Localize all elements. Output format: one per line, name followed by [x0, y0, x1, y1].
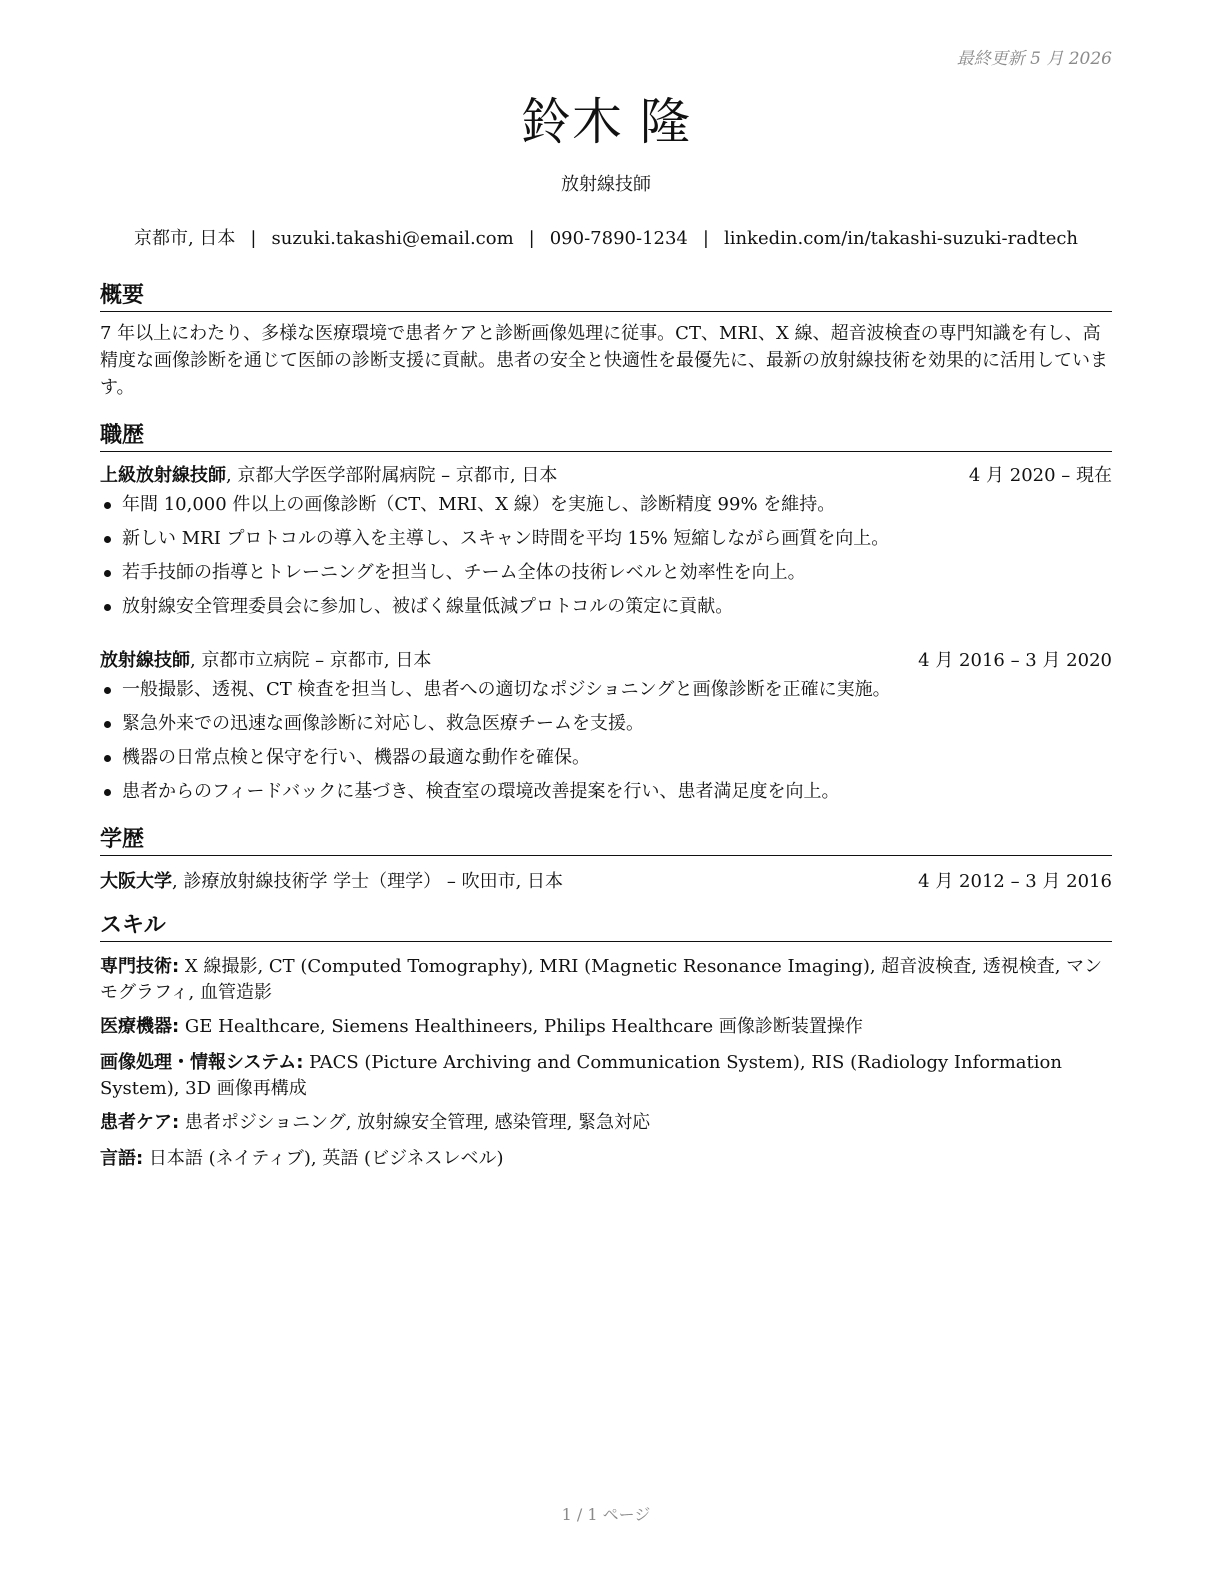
- school-name: 大阪大学: [100, 871, 172, 892]
- job-date: 4 月 2020 – 現在: [968, 465, 1112, 486]
- person-name: 鈴木 隆: [521, 93, 691, 151]
- education-date: 4 月 2012 – 3 月 2016: [918, 871, 1112, 892]
- education-entry: [100, 867, 1112, 893]
- list-item: 若手技師の指導とトレーニングを担当し、チーム全体の技術レベルと効率性を向上。: [100, 561, 1112, 595]
- list-item: 放射線安全管理委員会に参加し、被ばく線量低減プロトコルの策定に貢献。: [100, 595, 1112, 629]
- skill-row: [100, 1014, 1112, 1040]
- contact-separator: |: [702, 228, 709, 249]
- contact-line: [100, 224, 1112, 250]
- list-item: 年間 10,000 件以上の画像診断（CT、MRI、X 線）を実施し、診断精度 99% を維持。: [100, 493, 1112, 527]
- skill-values: PACS (Picture Archiving and Communication System), RIS (Radiology Information System), 3D 画像再構成: [100, 1052, 1062, 1099]
- skill-values: 日本語 (ネイティブ), 英語 (ビジネスレベル): [143, 1148, 504, 1169]
- contact-location: 京都市, 日本: [133, 228, 236, 249]
- contact-phone[interactable]: 090-7890-1234: [549, 228, 688, 249]
- contact-linkedin[interactable]: linkedin.com/in/takashi-suzuki-radtech: [723, 228, 1079, 249]
- job-role: 上級放射線技師: [100, 465, 226, 486]
- job-detail: , 京都大学医学部附属病院 – 京都市, 日本: [226, 465, 558, 486]
- education-heading: 学歴: [100, 822, 1112, 856]
- last-updated: 最終更新 5 月 2026: [956, 49, 1112, 69]
- skill-row: [100, 954, 1112, 1006]
- job-entry-2: [100, 646, 1112, 672]
- contact-email[interactable]: suzuki.takashi@email.com: [271, 228, 514, 249]
- job-entry-1: [100, 461, 1112, 487]
- skill-category: 画像処理・情報システム:: [100, 1052, 304, 1073]
- summary-heading: 概要: [100, 278, 1112, 312]
- skill-row: [100, 1110, 1112, 1136]
- skill-values: GE Healthcare, Siemens Healthineers, Philips Healthcare 画像診断装置操作: [179, 1016, 863, 1037]
- skill-category: 医療機器:: [100, 1016, 180, 1037]
- contact-separator: |: [250, 228, 257, 249]
- contact-separator: |: [528, 228, 535, 249]
- job-1-bullets: [100, 493, 1112, 629]
- resume-page: [100, 0, 1112, 1584]
- list-item: 患者からのフィードバックに基づき、検査室の環境改善提案を行い、患者満足度を向上。: [100, 780, 1112, 814]
- page-number: 1 / 1 ページ: [561, 1505, 651, 1524]
- experience-heading: 職歴: [100, 418, 1112, 452]
- skills-heading: スキル: [100, 908, 1112, 942]
- summary-text: 7 年以上にわたり、多様な医療環境で患者ケアと診断画像処理に従事。CT、MRI、X 線、超音波検査の専門知識を有し、高精度な画像診断を通じて医師の診断支援に貢献。患者の安全と快適性を最優先に、最新の放射線技術を効果的に活用しています。: [100, 323, 1108, 398]
- job-2-bullets: [100, 678, 1112, 814]
- job-title: 放射線技師: [561, 174, 651, 195]
- job-role: 放射線技師: [100, 650, 190, 671]
- list-item: 新しい MRI プロトコルの導入を主導し、スキャン時間を平均 15% 短縮しながら画質を向上。: [100, 527, 1112, 561]
- job-detail: , 京都市立病院 – 京都市, 日本: [190, 650, 432, 671]
- skill-row: [100, 1146, 1112, 1172]
- skill-category: 専門技術:: [100, 956, 180, 977]
- skill-category: 言語:: [100, 1148, 144, 1169]
- education-detail: , 診療放射線技術学 学士（理学） – 吹田市, 日本: [172, 871, 564, 892]
- list-item: 機器の日常点検と保守を行い、機器の最適な動作を確保。: [100, 746, 1112, 780]
- job-date: 4 月 2016 – 3 月 2020: [918, 650, 1112, 671]
- skill-values: X 線撮影, CT (Computed Tomography), MRI (Magnetic Resonance Imaging), 超音波検査, 透視検査, マンモグラフィ, 血管造影: [100, 956, 1103, 1003]
- skill-values: 患者ポジショニング, 放射線安全管理, 感染管理, 緊急対応: [179, 1112, 651, 1133]
- skill-category: 患者ケア:: [100, 1112, 180, 1133]
- list-item: 一般撮影、透視、CT 検査を担当し、患者への適切なポジショニングと画像診断を正確に実施。: [100, 678, 1112, 712]
- list-item: 緊急外来での迅速な画像診断に対応し、救急医療チームを支援。: [100, 712, 1112, 746]
- skill-row: [100, 1050, 1112, 1102]
